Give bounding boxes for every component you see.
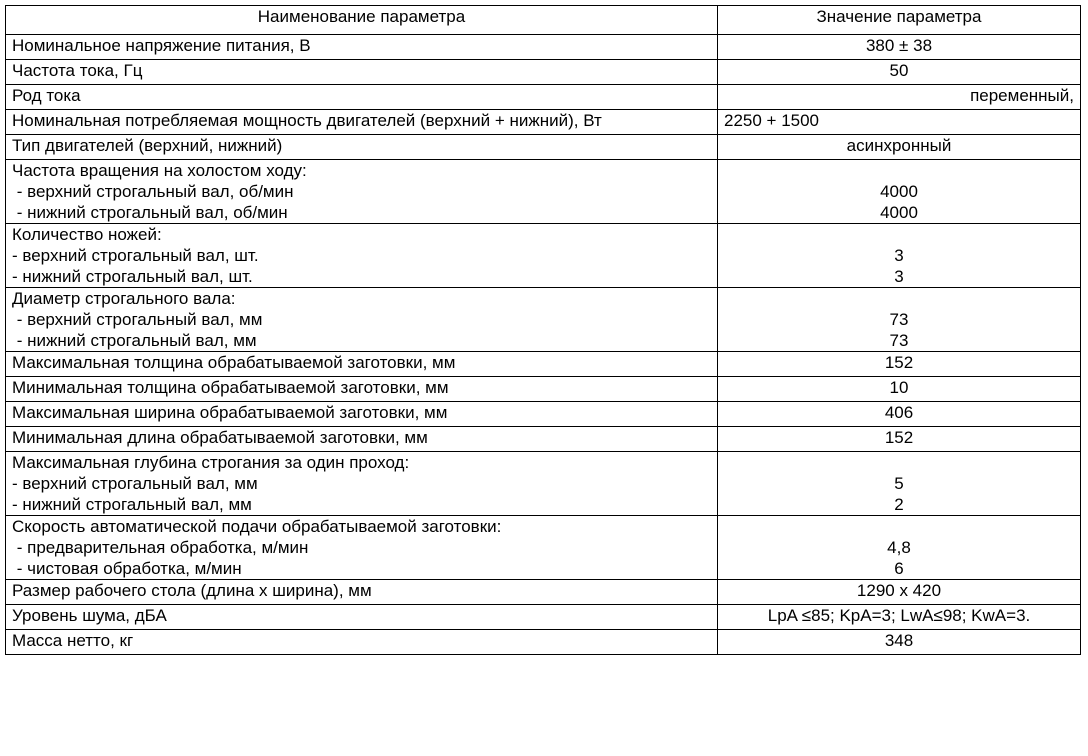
table-row [6,135,1081,160]
header-name: Наименование параметра [6,6,718,35]
param-value: 50 [718,60,1081,85]
param-value: 3 [894,267,904,286]
table-row [6,580,1081,605]
param-sub-name: - нижний строгальный вал, мм [12,495,252,514]
param-group [6,288,718,352]
param-name: Частота тока, Гц [6,60,718,85]
param-name: Количество ножей: [12,225,162,244]
param-value: 3 [894,246,904,265]
table-row [6,35,1081,60]
param-name: Размер рабочего стола (длина х ширина), мм [6,580,718,605]
param-value: 4000 [880,203,918,222]
table-header-row [6,6,1081,35]
param-name: Номинальное напряжение питания, В [6,35,718,60]
param-value: 73 [889,331,909,350]
param-sub-name: - чистовая обработка, м/мин [12,559,242,578]
param-name: Тип двигателей (верхний, нижний) [6,135,718,160]
param-sub-name: - нижний строгальный вал, шт. [12,267,253,286]
table-row [6,224,1081,288]
param-value: 2 [894,495,904,514]
param-value: 10 [718,377,1081,402]
table-row [6,630,1081,655]
param-name: Уровень шума, дБА [6,605,718,630]
param-value: 73 [889,310,909,329]
param-sub-name: - верхний строгальный вал, об/мин [12,182,294,201]
param-value: 1290 х 420 [718,580,1081,605]
param-value: LpA ≤85; KpA=3; LwA≤98; KwA=3. [718,605,1081,630]
param-value: 348 [718,630,1081,655]
param-sub-name: - верхний строгальный вал, мм [12,310,263,329]
param-name: Максимальная ширина обрабатываемой заготовки, мм [6,402,718,427]
param-sub-name: - верхний строгальный вал, шт. [12,246,259,265]
table-row [6,85,1081,110]
param-value: 152 [718,427,1081,452]
param-name: Минимальная толщина обрабатываемой заготовки, мм [6,377,718,402]
header-value: Значение параметра [718,6,1081,35]
table-row [6,352,1081,377]
param-group-values [718,516,1081,580]
param-value: 6 [894,559,904,578]
table-row [6,452,1081,516]
table-row [6,377,1081,402]
param-group [6,224,718,288]
param-name: Минимальная длина обрабатываемой заготовки, мм [6,427,718,452]
param-name: Скорость автоматической подачи обрабатываемой заготовки: [12,517,502,536]
param-value: 152 [718,352,1081,377]
param-name: Максимальная толщина обрабатываемой заготовки, мм [6,352,718,377]
param-group [6,516,718,580]
param-value: асинхронный [718,135,1081,160]
param-sub-name: - нижний строгальный вал, мм [12,331,257,350]
param-group-values [718,288,1081,352]
table-row [6,516,1081,580]
param-value: 380 ± 38 [718,35,1081,60]
param-name: Номинальная потребляемая мощность двигателей (верхний + нижний), Вт [6,110,718,135]
param-name: Род тока [6,85,718,110]
table-row [6,288,1081,352]
table-row [6,160,1081,224]
param-sub-name: - нижний строгальный вал, об/мин [12,203,288,222]
param-name: Диаметр строгального вала: [12,289,236,308]
table-row [6,605,1081,630]
param-group-values [718,452,1081,516]
param-group-values [718,224,1081,288]
param-name: Частота вращения на холостом ходу: [12,161,307,180]
param-name: Максимальная глубина строгания за один проход: [12,453,410,472]
param-name: Масса нетто, кг [6,630,718,655]
param-value: 4000 [880,182,918,201]
param-group-values [718,160,1081,224]
spec-table [5,5,1081,655]
table-row [6,402,1081,427]
param-value: 4,8 [887,538,911,557]
table-row [6,60,1081,85]
param-value: 406 [718,402,1081,427]
param-sub-name: - предварительная обработка, м/мин [12,538,309,557]
param-sub-name: - верхний строгальный вал, мм [12,474,258,493]
param-value: 5 [894,474,904,493]
param-value: переменный, [718,85,1081,110]
table-row [6,427,1081,452]
param-group [6,160,718,224]
table-row [6,110,1081,135]
param-group [6,452,718,516]
param-value: 2250 + 1500 [718,110,1081,135]
